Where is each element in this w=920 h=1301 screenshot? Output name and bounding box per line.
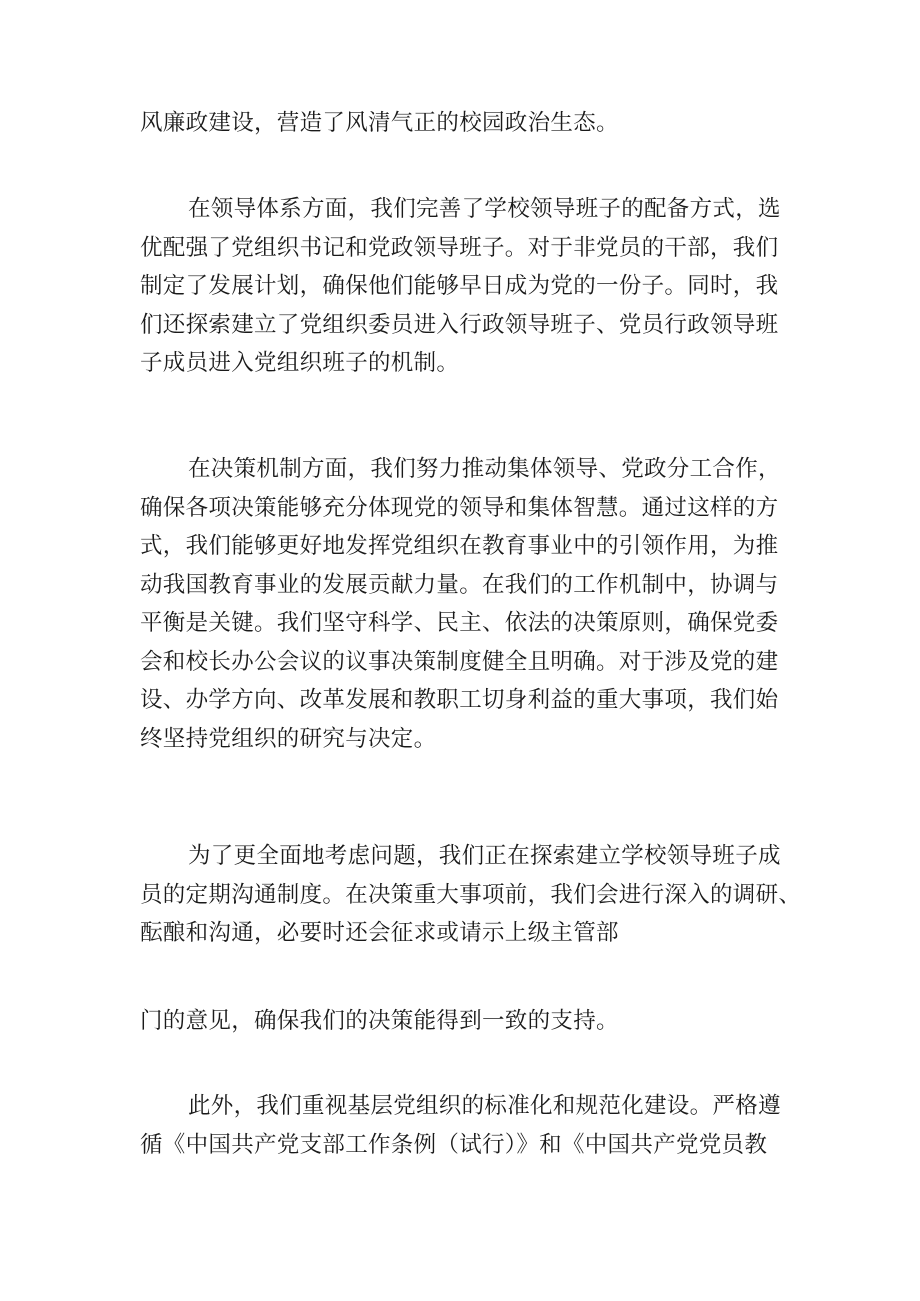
text-line: 门的意见，确保我们的决策能得到一致的支持。	[140, 1008, 619, 1034]
text-line: 酝酿和沟通，必要时还会征求或请示上级主管部	[140, 920, 619, 946]
text-line: 制定了发展计划，确保他们能够早日成为党的一份子。同时，我	[140, 273, 779, 299]
text-line: 式，我们能够更好地发挥党组织在教育事业中的引领作用，为推	[140, 533, 779, 559]
text-line: 们还探索建立了党组织委员进入行政领导班子、党员行政领导班	[140, 311, 779, 338]
text-line: 确保各项决策能够充分体现党的领导和集体智慧。通过这样的方	[140, 494, 779, 521]
text-line: 员的定期沟通制度。在决策重大事项前，我们会进行深入的调研、	[140, 881, 802, 908]
text-line: 风廉政建设，营造了风清气正的校园政治生态。	[140, 110, 619, 136]
text-line: 为了更全面地考虑问题，我们正在探索建立学校领导班子成	[188, 843, 781, 869]
paragraph-5	[140, 1002, 790, 1041]
paragraph-1	[140, 104, 790, 143]
paragraph-6	[140, 1087, 790, 1164]
text-line: 动我国教育事业的发展贡献力量。在我们的工作机制中，协调与	[140, 571, 779, 598]
text-line: 平衡是关键。我们坚守科学、民主、依法的决策原则，确保党委	[140, 610, 779, 636]
paragraph-3	[140, 450, 790, 758]
paragraph-2	[140, 190, 790, 383]
text-line: 设、办学方向、改革发展和教职工切身利益的重大事项，我们始	[140, 687, 779, 713]
text-line: 子成员进入党组织班子的机制。	[140, 350, 460, 376]
text-line: 此外，我们重视基层党组织的标准化和规范化建设。严格遵	[188, 1093, 781, 1119]
text-line: 会和校长办公会议的议事决策制度健全且明确。对于涉及党的建	[140, 648, 779, 675]
text-line: 循《中国共产党支部工作条例（试行）》和《中国共产党党员教	[140, 1131, 768, 1158]
text-line: 终坚持党组织的研究与决定。	[140, 725, 437, 752]
text-line: 在领导体系方面，我们完善了学校领导班子的配备方式，选	[188, 196, 781, 222]
paragraph-4	[140, 837, 802, 953]
text-line: 在决策机制方面，我们努力推动集体领导、党政分工合作，	[188, 456, 781, 482]
text-line: 优配强了党组织书记和党政领导班子。对于非党员的干部，我们	[140, 234, 779, 261]
